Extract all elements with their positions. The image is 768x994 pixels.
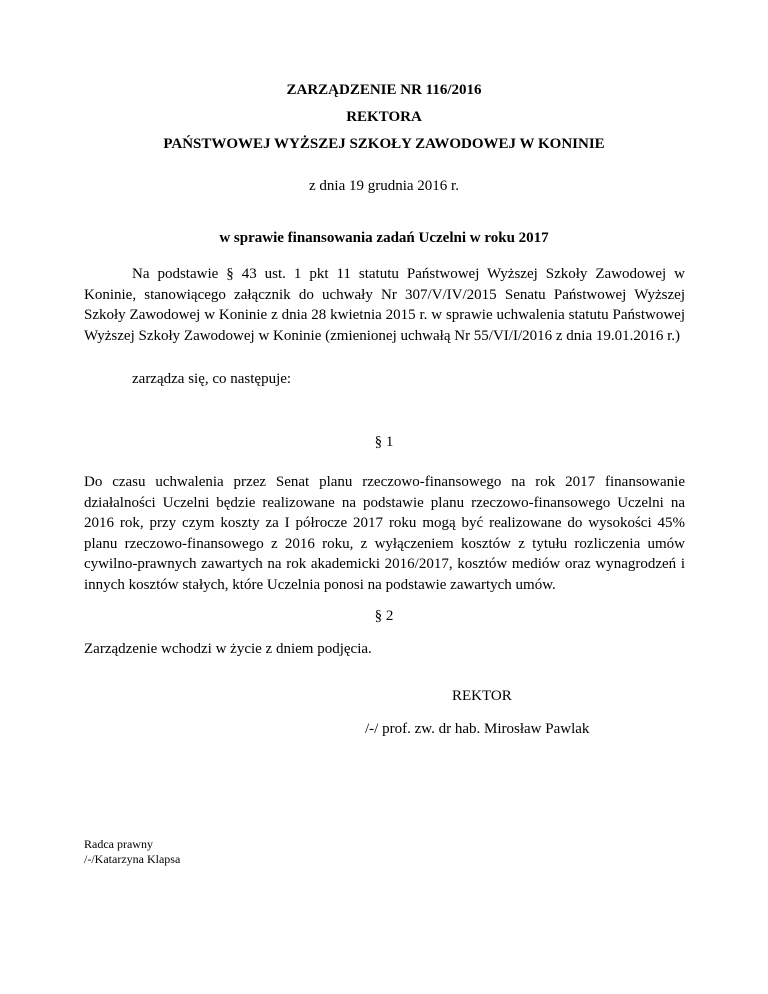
document-issuer: REKTORA <box>346 109 422 125</box>
section-1-label: § 1 <box>374 434 394 450</box>
decree-intro: zarządza się, co następuje: <box>132 371 292 387</box>
section-2-paragraph: Zarządzenie wchodzi w życie z dniem podjęcia. <box>84 641 372 657</box>
signature-name: /-/ prof. zw. dr hab. Mirosław Pawlak <box>365 721 590 737</box>
counsel-name: /-/Katarzyna Klapsa <box>84 852 181 866</box>
institution-name: PAŃSTWOWEJ WYŻSZEJ SZKOŁY ZAWODOWEJ W KONINIE <box>163 136 605 152</box>
legal-basis-paragraph <box>84 264 685 346</box>
signature-role: REKTOR <box>452 688 512 704</box>
section-1-paragraph: Do czasu uchwalenia przez Senat planu rzeczowo-finansowego na rok 2017 finansowanie działalności Uczelni będzie realizowane na podstawie planu rzeczowo-finansowego Uczelni na 2016 rok, przy czym koszty za I półrocze 2017 roku mogą być realizowane do wysokości 45% planu rzeczowo-finansowego z 2016 roku, z wyłączeniem kosztów z tytułu rozliczenia umów cywilno-prawnych zawartych na rok akademicki 2016/2017, kosztów mediów oraz wynagrodzeń i innych kosztów stałych, które Uczelnia ponosi na podstawie zawartych umów. <box>84 474 685 593</box>
document-title: ZARZĄDZENIE NR 116/2016 <box>286 82 482 98</box>
document-subject: w sprawie finansowania zadań Uczelni w roku 2017 <box>219 230 549 246</box>
legal-basis-text: Na podstawie § 43 ust. 1 pkt 11 statutu Państwowej Wyższej Szkoły Zawodowej w Koninie, stanowiącego załącznik do uchwały Nr 307/V/IV/2015 Senatu Państwowej Wyższej Szkoły Zawodowej w Koninie z dnia 28 kwietnia 2015 r. w sprawie uchwalenia statutu Państwowej Wyższej Szkoły Zawodowej w Koninie (zmienionej uchwałą Nr 55/VI/I/2016 z dnia 19.01.2016 r.) <box>84 266 685 344</box>
document-date: z dnia 19 grudnia 2016 r. <box>309 178 459 194</box>
section-2-label: § 2 <box>374 608 394 624</box>
counsel-role: Radca prawny <box>84 837 153 851</box>
